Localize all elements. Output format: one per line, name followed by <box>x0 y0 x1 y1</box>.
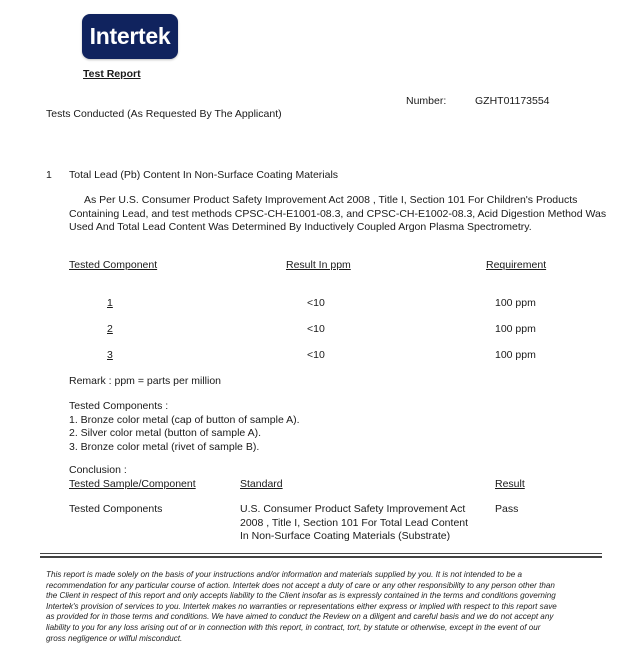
table-row-requirement: 100 ppm <box>495 323 536 335</box>
section-index: 1 <box>46 169 52 181</box>
section-title: Total Lead (Pb) Content In Non-Surface Coating Materials <box>69 169 339 181</box>
footer-divider-thick <box>40 556 602 558</box>
disclaimer-line: Intertek's provision of services to you. Intertek makes no warranties or representations either express or implied with respect to this report save <box>46 601 557 611</box>
standard-line: U.S. Consumer Product Safety Improvement Act <box>240 503 466 515</box>
number-label: Number: <box>406 95 447 107</box>
disclaimer-line: as provided for in those terms and conditions. We have aimed to conduct the Review on a diligent and careful basis and we do not accept any <box>46 612 554 622</box>
conclusion-heading: Conclusion : <box>69 464 127 476</box>
logo-text: Intertek <box>89 23 171 49</box>
description-line: As Per U.S. Consumer Product Safety Improvement Act 2008 , Title I, Section 101 For Children's Products <box>84 194 578 206</box>
conclusion-header-standard: Standard <box>240 478 283 490</box>
conclusion-result: Pass <box>495 503 519 515</box>
col-header-requirement: Requirement <box>486 259 547 271</box>
table-row-result: <10 <box>307 349 325 361</box>
table-row-result: <10 <box>307 323 325 335</box>
table-row-component: 3 <box>107 349 113 361</box>
disclaimer <box>46 570 594 644</box>
col-header-result: Result In ppm <box>286 259 351 271</box>
standard-line: In Non-Surface Coating Materials (Substrate) <box>240 530 451 542</box>
table-row-requirement: 100 ppm <box>495 349 536 361</box>
standard-line: 2008 , Title I, Section 101 For Total Lead Content <box>240 516 469 529</box>
tested-components-list <box>69 400 300 454</box>
conclusion-header-result: Result <box>495 478 525 490</box>
remark: Remark : ppm = parts per million <box>69 375 222 387</box>
table-row-component: 2 <box>107 323 113 335</box>
disclaimer-line: recommendation for any particular course of action. Intertek does not accept a duty of care or any other responsibility to any person other than <box>46 580 555 590</box>
description-line: Containing Lead, and test methods CPSC-CH-E1001-08.3, and CPSC-CH-E1002-08.3, Acid Digestion Method Was <box>69 207 607 220</box>
disclaimer-line: the Client in respect of this report and only accepts liability to the Client insofar as is expressly contained in the terms and conditions governing <box>46 591 556 601</box>
test-method-description <box>69 194 609 235</box>
table-row-result: <10 <box>307 297 325 309</box>
description-line: Used And Total Lead Content Was Determined By Inductively Coupled Argon Plasma Spectrometry. <box>69 221 532 233</box>
report-number: GZHT01173554 <box>475 95 550 107</box>
list-item: 2. Silver color metal (button of sample A). <box>69 427 261 439</box>
table-row-component: 1 <box>107 297 113 309</box>
conclusion-header-sample: Tested Sample/Component <box>69 478 196 490</box>
conclusion-standard <box>240 503 468 544</box>
footer-divider <box>40 553 602 554</box>
disclaimer-line: This report is made solely on the basis of your instructions and/or information and materials supplied by you. It is not intended to be a <box>46 570 522 579</box>
disclaimer-line: gross negligence or wilful misconduct. <box>46 633 183 643</box>
tested-components-heading: Tested Components : <box>69 400 169 412</box>
col-header-tested-component: Tested Component <box>69 259 158 271</box>
list-item: 3. Bronze color metal (rivet of sample B). <box>69 440 260 453</box>
tests-conducted-heading: Tests Conducted (As Requested By The Applicant) <box>46 108 282 120</box>
table-row-requirement: 100 ppm <box>495 297 536 309</box>
list-item: 1. Bronze color metal (cap of button of sample A). <box>69 413 300 426</box>
intertek-logo <box>82 14 178 59</box>
conclusion-sample: Tested Components <box>69 503 163 515</box>
disclaimer-line: liability to you for any loss arising out of or in connection with this report, in contract, tort, by statute or otherwise, except in the event of our <box>46 622 541 632</box>
report-title: Test Report <box>83 68 141 80</box>
